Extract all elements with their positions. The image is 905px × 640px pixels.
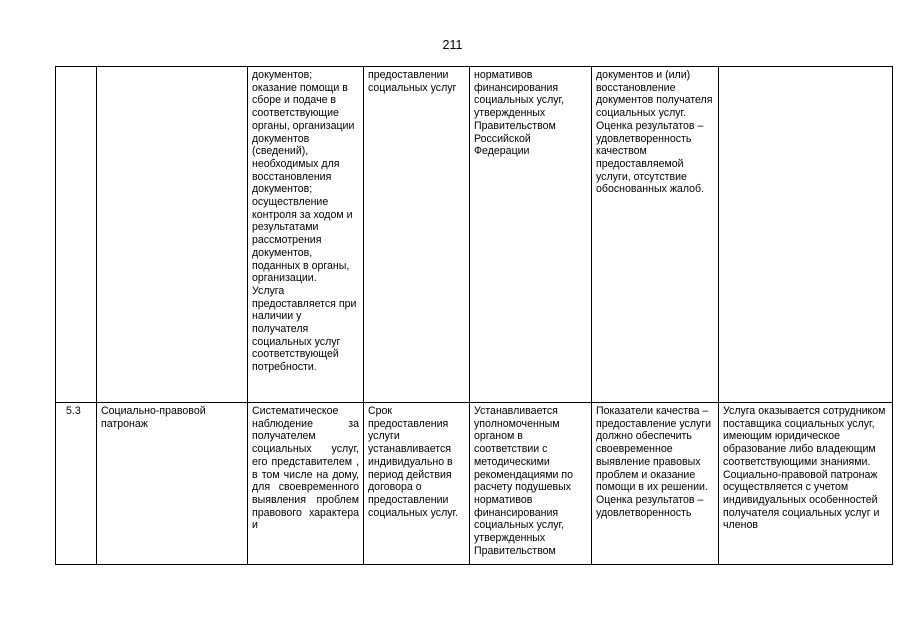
cell-quality-indicators: документов и (или) восстановление документов получателя социальных услуг. Оценка результатов – удовлетворенность качеством предоставляемой услуги, отсутствие обоснованных жалоб.	[592, 67, 719, 403]
table-row	[56, 67, 893, 403]
cell-service-content: Систематическое наблюдение за получателем социальных услуг, его представителем , в том числе на дому, для своевременного выявления проблем правового характера и	[248, 403, 364, 565]
cell-service-term: Срок предоставления услуги устанавливается индивидуально в период действия договора о предоставлении социальных услуг.	[364, 403, 470, 565]
cell-number: 5.3	[56, 403, 97, 565]
page-number: 211	[442, 38, 463, 52]
cell-per-capita-rate: Устанавливается уполномоченным органом в соответствии с методическими рекомендациями по расчету подушевых нормативов финансирования социальных услуг, утвержденных Правительством	[470, 403, 592, 565]
cell-number	[56, 67, 97, 403]
cell-quality-indicators: Показатели качества – предоставление услуги должно обеспечить своевременное выявление правовых проблем и оказание помощи в их решении. Оценка результатов – удовлетворенность	[592, 403, 719, 565]
table-row	[56, 403, 893, 565]
cell-per-capita-rate: нормативов финансирования социальных услуг, утвержденных Правительством Российской Федерации	[470, 67, 592, 403]
cell-conditions	[719, 67, 893, 403]
cell-service-name: Социально-правовой патронаж	[97, 403, 248, 565]
cell-service-name	[97, 67, 248, 403]
cell-service-content: документов; оказание помощи в сборе и подаче в соответствующие органы, организации документов (сведений), необходимых для восстановления документов; осуществление контроля за ходом и результатами рассмотрения документов, поданных в органы, организации. Услуга предоставляется при наличии у получателя социальных услуг соответствующей потребности.	[248, 67, 364, 403]
cell-service-term: предоставлении социальных услуг	[364, 67, 470, 403]
services-table	[55, 66, 893, 565]
cell-conditions: Услуга оказывается сотрудником поставщика социальных услуг, имеющим юридическое образование либо владеющим соответствующими знаниями. Социально-правовой патронаж осуществляется с учетом индивидуальных особенностей получателя социальных услуг и членов	[719, 403, 893, 565]
